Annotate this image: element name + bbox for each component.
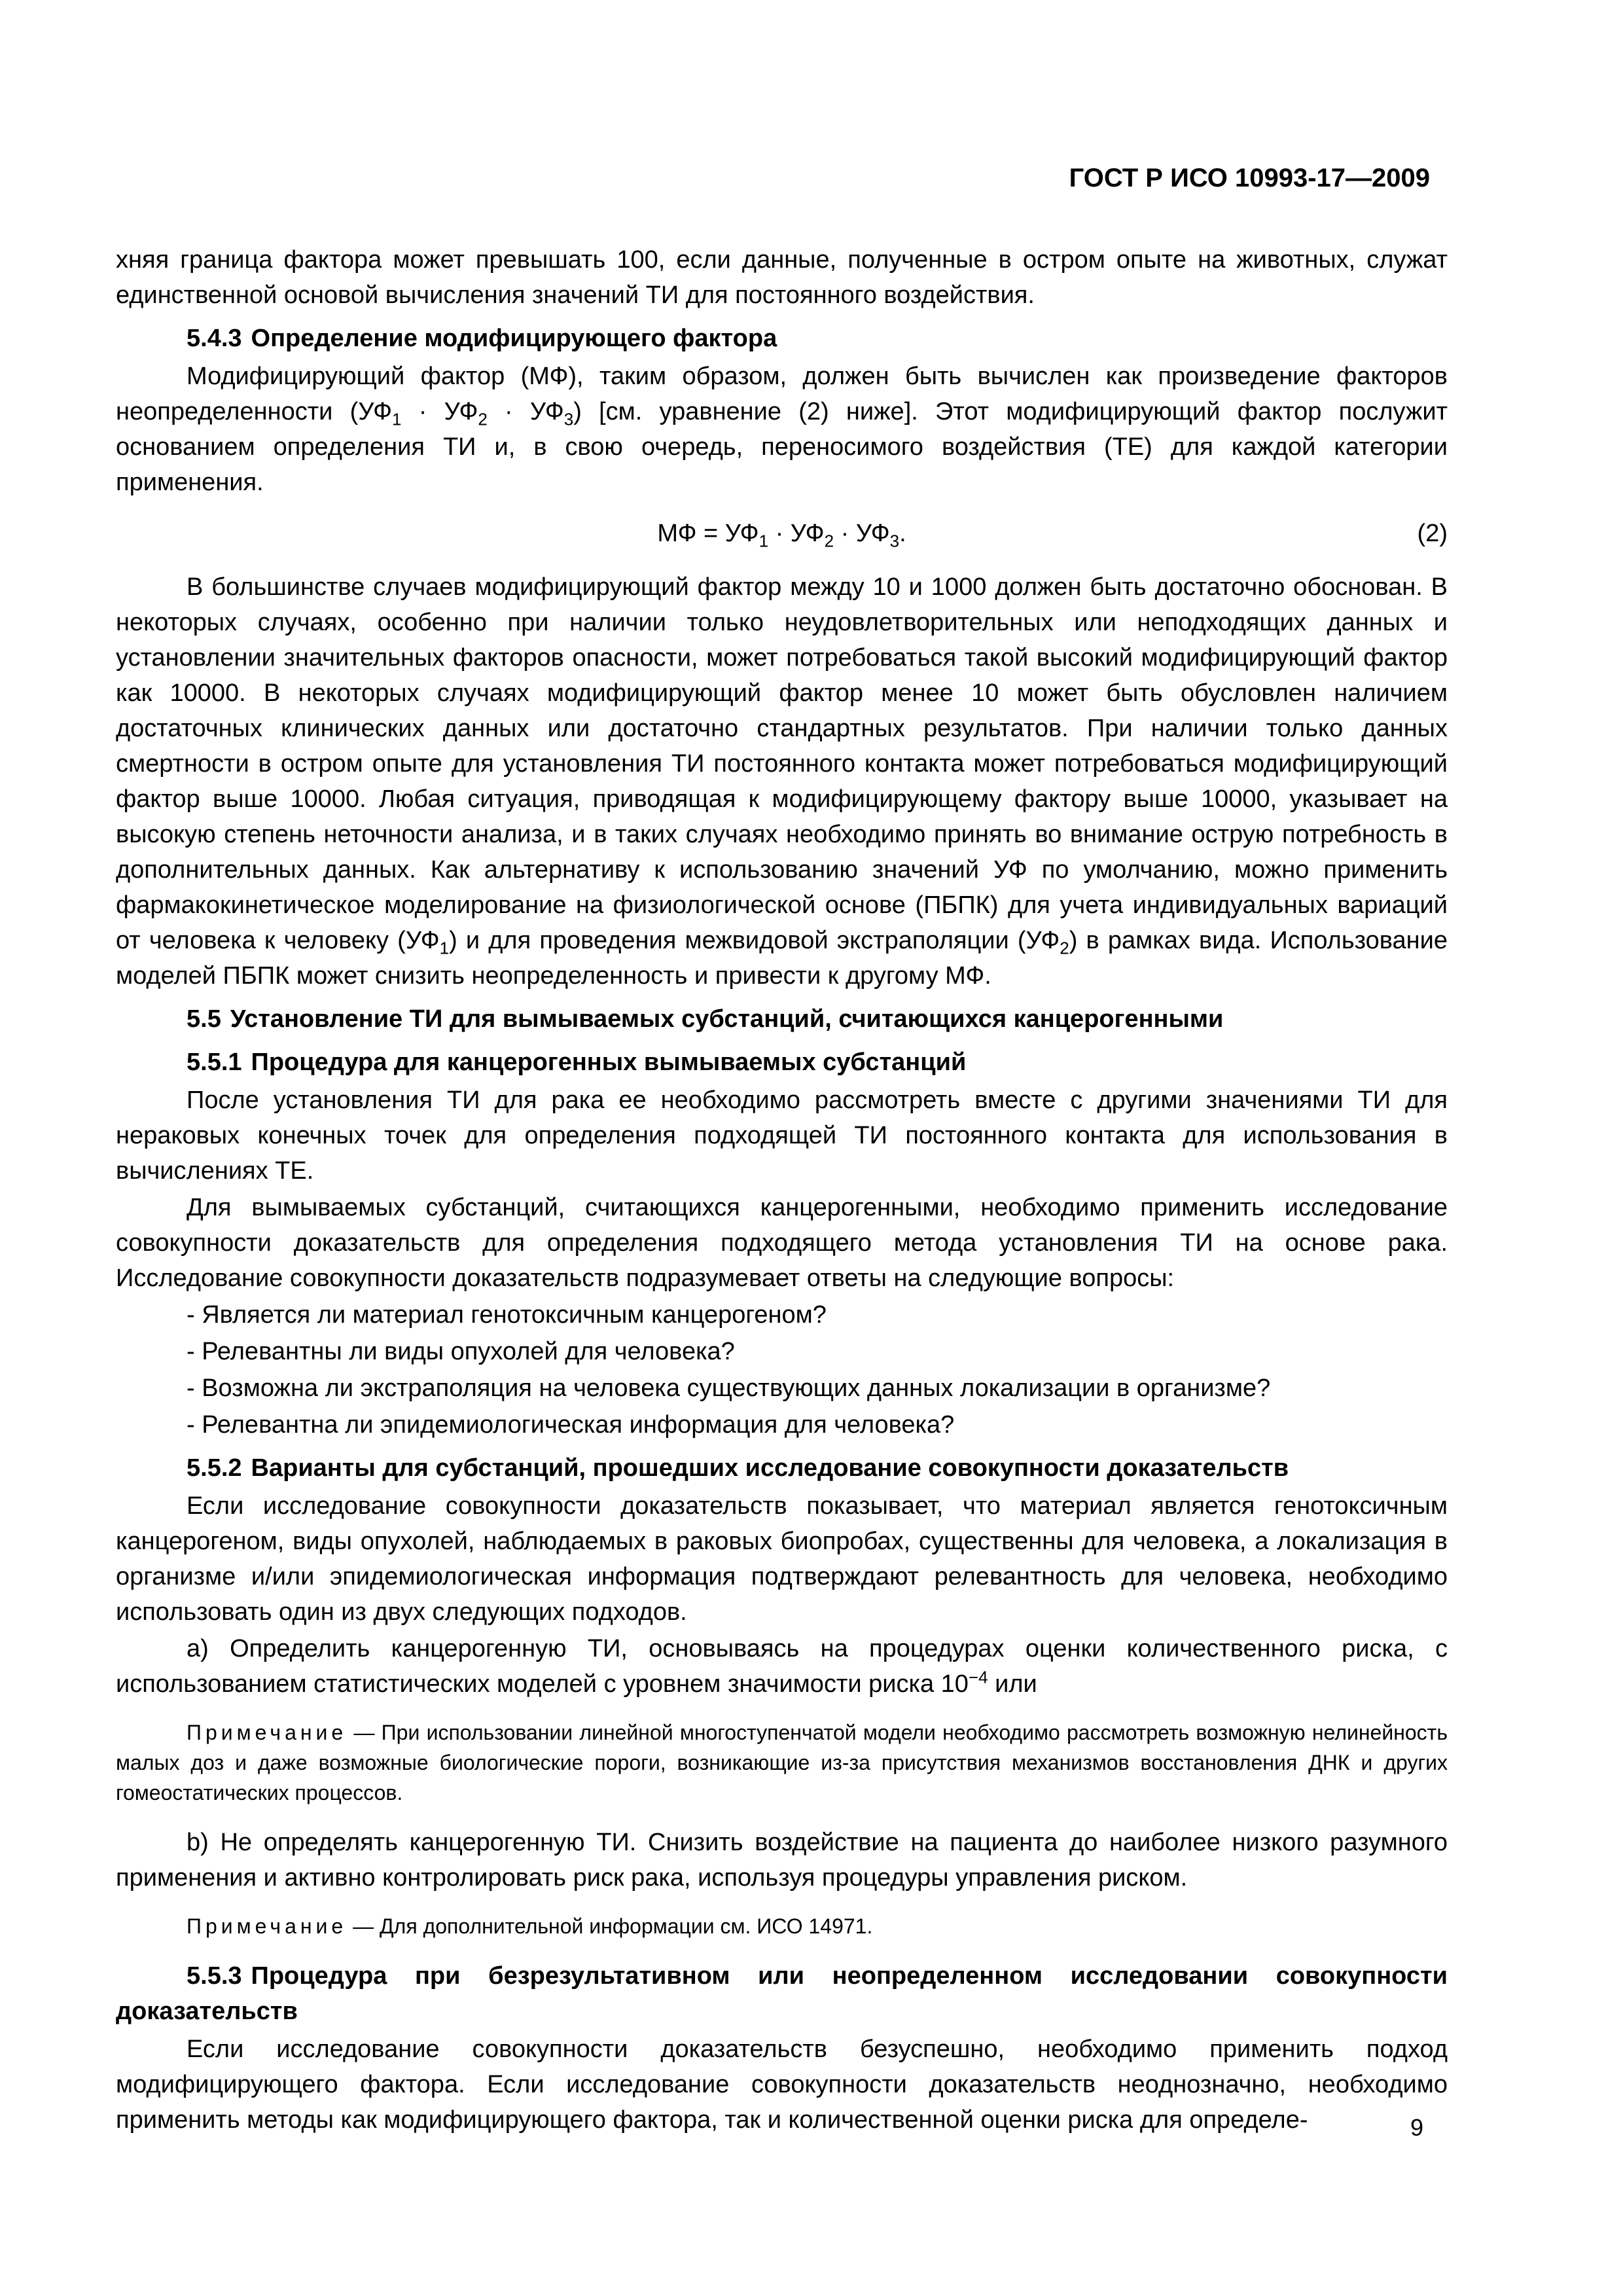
paragraph-options: Если исследование совокупности доказательств показывает, что материал является генотоксичным канцерогеном, виды опухолей, наблюдаемых в раковых биопробах, существенны для человека, а локализация в организме и/или эпидемиологическая информация подтверждают релевантность для человека, необходимо использовать один из двух следующих подходов. — [116, 1492, 1448, 1626]
paragraph-cancer-ti: После установления ТИ для рака ее необходимо рассмотреть вместе с другими значениями ТИ для нераковых конечных точек для определения подходящей ТИ постоянного контакта для использования в вычислениях ТЕ. — [116, 1086, 1448, 1185]
paragraph-intro: хняя граница фактора может превышать 100, если данные, полученные в остром опыте на животных, служат единственной основой вычисления значений ТИ для постоянного воздействия. — [116, 246, 1448, 309]
list-item: - Релевантны ли виды опухолей для человека? — [187, 1338, 735, 1365]
paragraph-weight-of-evidence: Для вымываемых субстанций, считающихся канцерогенными, необходимо применить исследование совокупности доказательств для определения подходящего метода установления ТИ на основе рака. Исследование совокупности доказательств подразумевает ответы на следующие вопросы: — [116, 1194, 1448, 1292]
option-a: a) Определить канцерогенную ТИ, основываясь на процедурах оценки количественного риска, с использованием статистических моделей с уровнем значимости риска $10^{-4}$ или — [116, 1635, 1448, 1698]
list-item: - Возможна ли экстраполяция на человека существующих данных локализации в организме? — [187, 1374, 1271, 1402]
note-1: Примечание — При использовании линейной многоступенчатой модели необходимо рассмотреть возможную нелинейность малых доз и даже возможные биологические пороги, возникающие из-за присутствия механизмов восстановления ДНК и других гомеостатических процессов. — [116, 1721, 1448, 1804]
section-heading-5-5-1: 5.5.1 Процедура для канцерогенных вымываемых субстанций — [187, 1049, 967, 1076]
page-header: ГОСТ Р ИСО 10993-17—2009 — [1069, 164, 1430, 192]
note-label: Примечание — [187, 1914, 348, 1938]
note-label: Примечание — [187, 1721, 348, 1744]
paragraph-inconclusive: Если исследование совокупности доказательств безуспешно, необходимо применить подход модифицирующего фактора. Если исследование совокупности доказательств неоднозначно, необходимо применить методы как модифицирующего фактора, так и количественной оценки риска для определе- — [116, 2036, 1448, 2134]
paragraph-mf-range: В большинстве случаев модифицирующий фактор между 10 и 1000 должен быть достаточно обоснован. В некоторых случаях, особенно при наличии только неудовлетворительных или неподходящих данных и установлении значительных факторов опасности, может потребоваться такой высокий модифицирующий фактор как 10000. В некоторых случаях модифицирующий фактор менее 10 может быть обусловлен наличием достаточных клинических данных или достаточно стандартных результатов. При наличии только данных смертности в остром опыте для установления ТИ постоянного контакта может потребоваться модифицирующий фактор выше 10000. Любая ситуация, приводящая к модифицирующему фактору выше 10000, указывает на высокую степень неточности анализа, и в таких случаях необходимо принять во внимание острую потребность в дополнительных данных. Как альтернативу к использованию значений УФ по умолчанию, можно применить фармакокинетическое моделирование на физиологической основе (ПБПК) для учета индивидуальных вариаций от человека к человеку $(УФ_1)$ и для проведения межвидовой экстраполяции $(УФ_2)$ в рамках вида. Использование моделей ПБПК может снизить неопределенность и привести к другому МФ. — [116, 573, 1448, 990]
paragraph-mf-definition: Модифицирующий фактор (МФ), таким образом, должен быть вычислен как произведение факторов неопределенности $(УФ_1 \cdot УФ_2 \cdot УФ_3)$ [см. уравнение (2) ниже]. Этот модифицирующий фактор послужит основанием определения ТИ и, в свою очередь, переносимого воздействия (ТЕ) для каждой категории применения. — [116, 363, 1448, 496]
equation-body: МФ = $УФ_1 \cdot УФ_2 \cdot УФ_3$. — [657, 520, 906, 551]
section-title: Определение модифицирующего фактора — [251, 325, 777, 352]
section-heading-5-5-3: 5.5.3 Процедура при безрезультативном или неопределенном исследовании совокупности доказательств — [116, 1962, 1448, 2025]
page-number: 9 — [1410, 2114, 1423, 2141]
section-heading-5-4-3 — [116, 321, 1448, 356]
section-heading-5-5: 5.5 Установление ТИ для вымываемых субстанций, считающихся канцерогенными — [187, 1005, 1224, 1033]
equation-number: (2) — [1417, 520, 1448, 547]
questions-list — [116, 1297, 1448, 1443]
note-2: Примечание — Для дополнительной информации см. ИСО 14971. — [187, 1914, 873, 1938]
section-heading-5-5-2: 5.5.2 Варианты для субстанций, прошедших исследование совокупности доказательств — [187, 1454, 1289, 1482]
document-body — [116, 242, 1448, 2139]
list-item: - Релевантна ли эпидемиологическая информация для человека? — [187, 1411, 955, 1439]
option-b: b) Не определять канцерогенную ТИ. Снизить воздействие на пациента до наиболее низкого разумного применения и активно контролировать риск рака, используя процедуры управления риском. — [116, 1829, 1448, 1892]
equation-2 — [116, 504, 1448, 563]
section-number: 5.4.3 — [187, 325, 242, 352]
list-item: - Является ли материал генотоксичным канцерогеном? — [187, 1301, 827, 1329]
